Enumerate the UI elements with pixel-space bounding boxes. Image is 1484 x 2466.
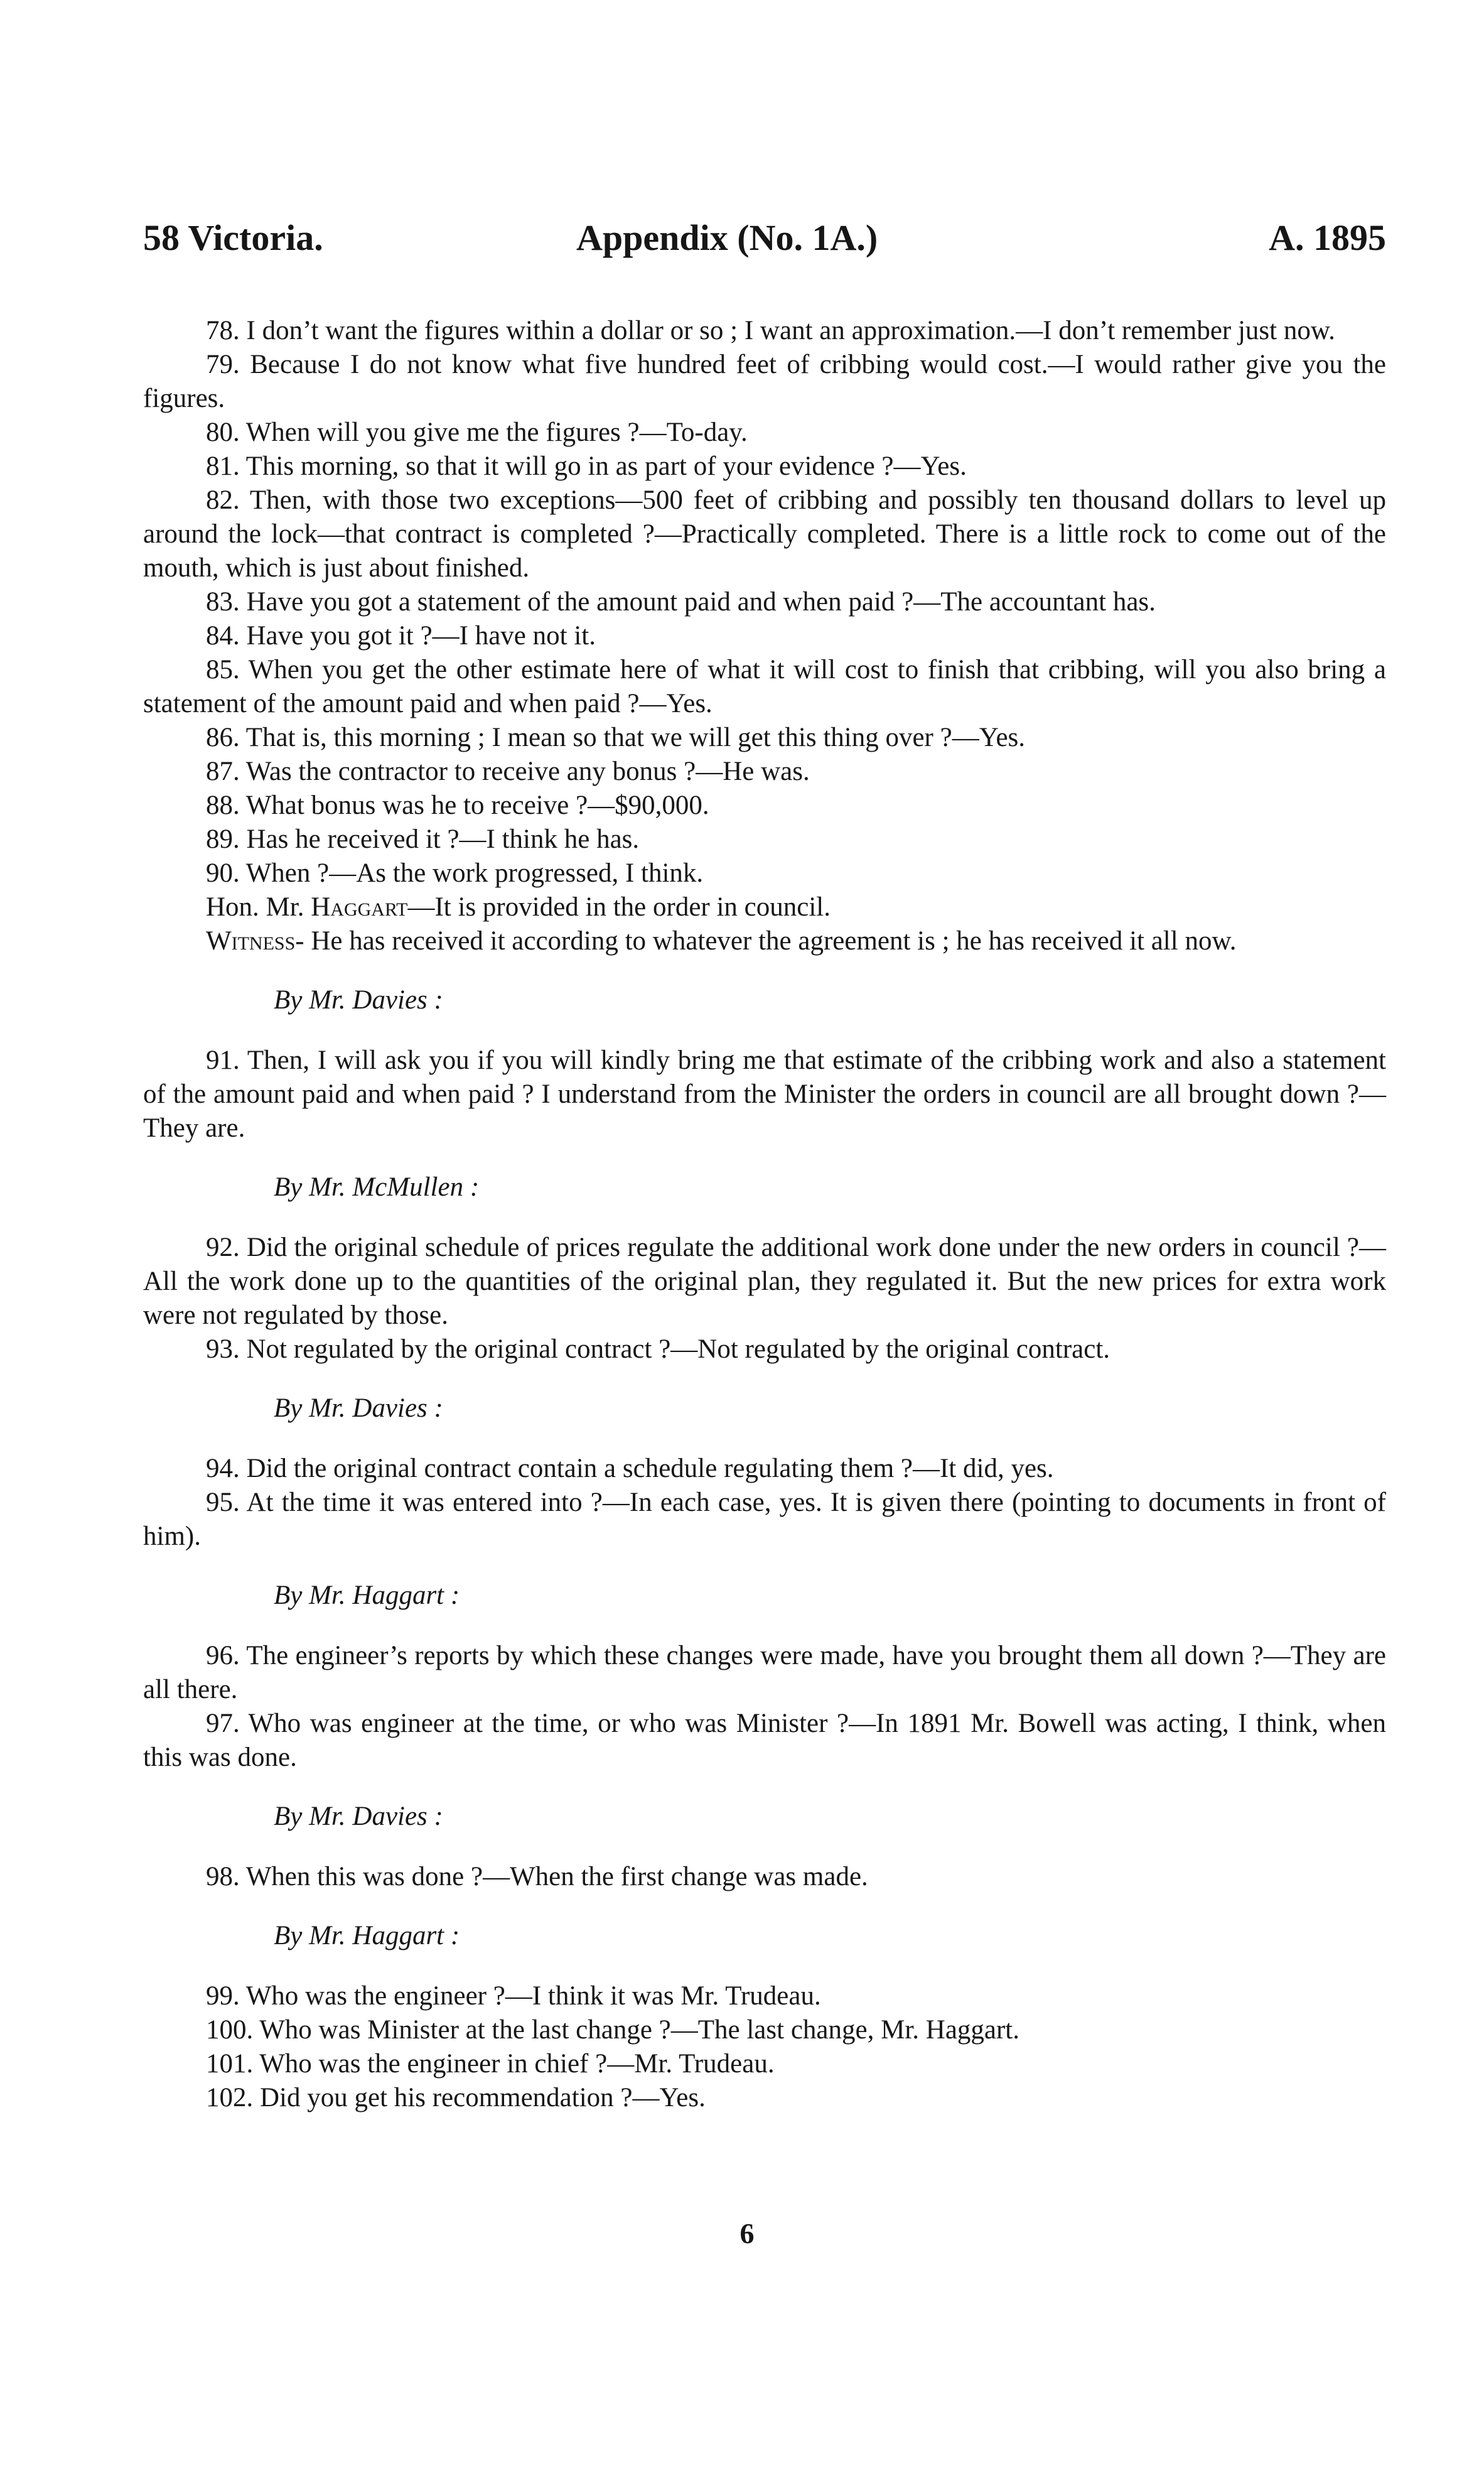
speaker-name: Haggart [311,892,408,922]
paragraph: 96. The engineer’s reports by which these changes were made, have you brought them all down ?—They are all there. [143,1641,1386,1704]
paragraph: 93. Not regulated by the original contract ?—Not regulated by the original contract. [206,1334,1110,1364]
section-byline: By Mr. Davies : [274,985,443,1015]
page-header [143,217,1386,267]
header-appendix: Appendix (No. 1A.) [576,217,878,258]
paragraph: 91. Then, I will ask you if you will kindly bring me that estimate of the cribbing work and also a statement of the amount paid and when paid ? I understand from the Minister the orders in council are all brought down ?—They are. [143,1046,1386,1143]
paragraph: 101. Who was the engineer in chief ?—Mr. Trudeau. [206,2049,775,2079]
paragraph: 95. At the time it was entered into ?—In each case, yes. It is given there (pointing to documents in front of him). [143,1488,1386,1551]
page-number: 6 [739,2217,755,2249]
speaker-text: - He has received it according to whatever the agreement is ; he has received it all now. [295,926,1237,956]
paragraph: 97. Who was engineer at the time, or who was Minister ?—In 1891 Mr. Bowell was acting, I think, when this was done. [143,1709,1386,1772]
paragraph: 89. Has he received it ?—I think he has. [206,825,640,854]
paragraph: 83. Have you got a statement of the amount paid and when paid ?—The accountant has. [206,587,1156,617]
section-byline: By Mr. Haggart : [274,1581,460,1610]
paragraph: 102. Did you get his recommendation ?—Yes. [206,2083,706,2112]
speaker-paragraph [143,890,1386,924]
paragraph: 94. Did the original contract contain a schedule regulating them ?—It did, yes. [206,1454,1054,1483]
speaker-paragraph [143,924,1386,958]
speaker-prefix: Hon. Mr. [206,892,311,922]
paragraph: 82. Then, with those two exceptions—500 feet of cribbing and possibly ten thousand dollars to level up around the lock—that contract is completed ?—Practically completed. There is a little rock to come out of the mouth, which is just about finished. [143,485,1386,583]
section-byline: By Mr. Davies : [274,1393,443,1423]
paragraph: 100. Who was Minister at the last change ?—The last change, Mr. Haggart. [206,2015,1020,2045]
paragraph: 98. When this was done ?—When the first change was made. [206,1862,868,1891]
paragraph: 80. When will you give me the figures ?—To-day. [206,418,748,447]
document-body [143,314,1386,2115]
paragraph: 88. What bonus was he to receive ?—$90,000. [206,791,709,820]
paragraph: 79. Because I do not know what five hundred feet of cribbing would cost.—I would rather give you the figures. [143,350,1386,413]
paragraph: 90. When ?—As the work progressed, I think. [206,858,704,888]
paragraph: 84. Have you got it ?—I have not it. [206,621,596,651]
paragraph: 86. That is, this morning ; I mean so that we will get this thing over ?—Yes. [206,723,1026,752]
paragraph: 78. I don’t want the figures within a dollar or so ; I want an approximation.—I don’t remember just now. [206,316,1335,345]
header-session: 58 Victoria. [143,217,323,258]
paragraph: 85. When you get the other estimate here of what it will cost to finish that cribbing, will you also bring a statement of the amount paid and when paid ?—Yes. [143,655,1386,718]
section-byline: By Mr. Davies : [274,1802,443,1831]
section-byline: By Mr. Haggart : [274,1921,460,1950]
paragraph: 81. This morning, so that it will go in as part of your evidence ?—Yes. [206,452,967,481]
paragraph: 92. Did the original schedule of prices regulate the additional work done under the new orders in council ?—All the work done up to the quantities of the original plan, they regulated it. But the new prices for extra work were not regulated by those. [143,1233,1386,1330]
paragraph: 87. Was the contractor to receive any bonus ?—He was. [206,757,810,786]
speaker-text: —It is provided in the order in council. [407,892,831,922]
paragraph: 99. Who was the engineer ?—I think it was Mr. Trudeau. [206,1981,821,2011]
header-year: A. 1895 [1269,217,1386,258]
section-byline: By Mr. McMullen : [274,1172,480,1202]
speaker-name: Witness [206,926,296,956]
